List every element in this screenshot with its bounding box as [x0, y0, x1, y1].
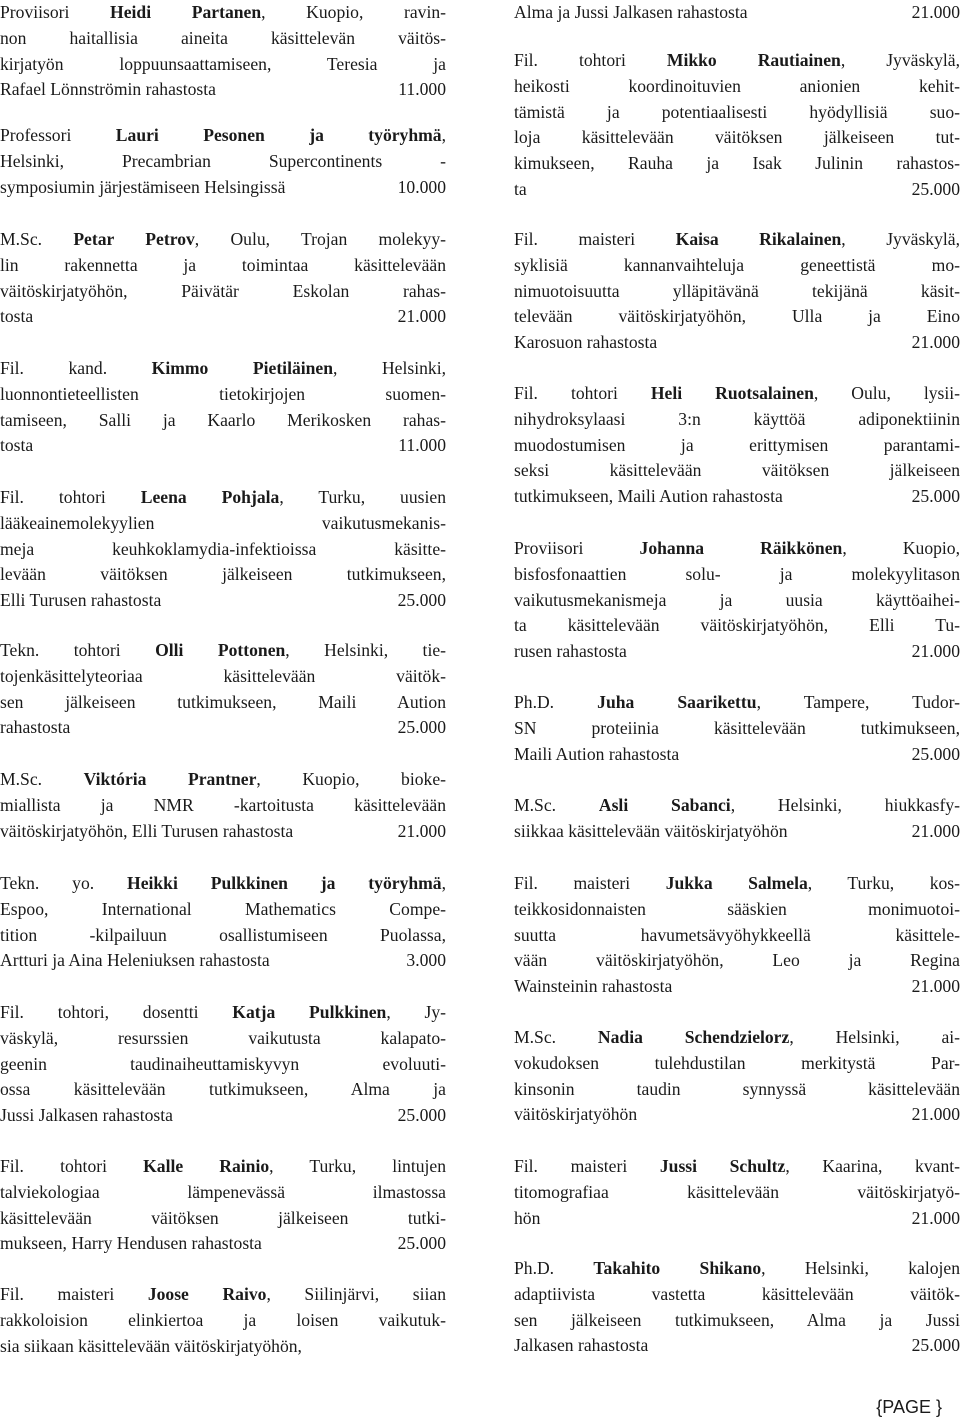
entry-last-line: [514, 1102, 960, 1128]
entry-text: Fil. tohtori, dosentti: [0, 1002, 233, 1022]
recipient-name: Kalle Rainio: [143, 1156, 270, 1176]
entry-line: [514, 1180, 960, 1206]
recipient-name: Johanna Räikkönen: [639, 538, 843, 558]
recipient-name: Mikko Rautiainen: [666, 50, 841, 70]
entry-text: M.Sc.: [514, 1027, 598, 1047]
recipient-name: Heidi Partanen: [110, 2, 262, 22]
entry-line: [514, 690, 960, 716]
grant-entry: [0, 485, 446, 614]
entry-line: [0, 1077, 446, 1103]
entry-text: , Helsinki, hiukkasfy-: [730, 795, 960, 815]
entry-text: , Helsinki, tie-: [285, 640, 446, 660]
recipient-name: Heli Ruotsalainen: [650, 383, 814, 403]
grant-amount: 21.000: [911, 1207, 960, 1228]
grant-amount: 21.000: [911, 2, 960, 22]
entry-line: [0, 664, 446, 690]
fund-text: hön: [514, 1207, 541, 1228]
entry-line: [0, 279, 446, 305]
entry-text: talviekologiaa lämpenevässä ilmastossa: [0, 1181, 446, 1202]
fund-text: symposiumin järjestämiseen Helsingissä: [0, 176, 286, 197]
grant-entry: [514, 690, 960, 767]
grant-entry: [514, 381, 960, 510]
grant-entry: [0, 356, 446, 459]
entry-line: [0, 793, 446, 819]
grant-amount: 21.000: [911, 820, 960, 841]
grant-entry: [0, 1282, 446, 1359]
entry-text: tämistä ja potentiaalisesti hyödyllisiä suo-: [514, 101, 960, 122]
entry-text: Proviisori: [514, 538, 640, 558]
entry-line: [514, 1282, 960, 1308]
fund-text: siikkaa käsittelevään väitöskirjatyöhön: [514, 820, 788, 841]
entry-text: vään väitöskirjatyöhön, Leo ja Regina: [514, 950, 960, 971]
grant-amount: 25.000: [397, 1233, 446, 1254]
entry-text: seksi käsittelevään väitöksen jälkeiseen: [514, 460, 960, 481]
entry-text: Fil. maisteri: [514, 1156, 660, 1176]
fund-text: Elli Turusen rahastosta: [0, 590, 162, 611]
entry-last-line: [514, 742, 960, 768]
entry-text: Helsinki, Precambrian Supercontinents -: [0, 150, 446, 171]
entry-text: , Oulu, lysii-: [813, 383, 960, 403]
entry-text: M.Sc.: [0, 229, 74, 249]
grant-amount: 25.000: [397, 1105, 446, 1126]
entry-text: ,: [441, 125, 446, 145]
recipient-name: Joose Raivo: [147, 1284, 267, 1304]
entry-last-line: [0, 304, 446, 330]
entry-text: kirjatyön loppuunsaattamiseen, Teresia ja: [0, 53, 446, 74]
entry-text: sen jälkeiseen tutkimukseen, Alma ja Jussi: [514, 1309, 960, 1330]
entry-last-line: [514, 639, 960, 665]
grant-entry: [514, 1025, 960, 1128]
entry-line: [0, 408, 446, 434]
entry-line: [0, 1206, 446, 1232]
entry-last-line: [514, 1333, 960, 1359]
entry-line: [0, 1026, 446, 1052]
entry-text: televään väitöskirjatyöhön, Ulla ja Eino: [514, 306, 960, 327]
recipient-name: Kimmo Pietiläinen: [151, 358, 334, 378]
entry-text: , Siilinjärvi, siian: [266, 1284, 447, 1304]
entry-text: , Turku, lintujen: [269, 1156, 446, 1176]
entry-text: tamiseen, Salli ja Kaarlo Merikosken rahas-: [0, 409, 446, 430]
entry-line: [0, 638, 446, 664]
fund-text: tosta: [0, 306, 34, 327]
entry-line: [0, 1052, 446, 1078]
grant-entry: [514, 793, 960, 845]
entry-last-line: [0, 433, 446, 459]
entry-last-line: [514, 484, 960, 510]
entry-line: [514, 100, 960, 126]
entry-line: [514, 1154, 960, 1180]
entry-line: [0, 1282, 446, 1308]
grant-amount: 10.000: [397, 176, 446, 197]
grant-entry: [514, 227, 960, 356]
fund-text: ta: [514, 178, 527, 199]
entry-line: [0, 123, 446, 149]
grant-entry: [0, 227, 446, 330]
entry-text: , Kuopio, ravin-: [261, 2, 447, 22]
entry-line: [0, 871, 446, 897]
entry-text: lin rakennetta ja toimintaa käsittelevään: [0, 254, 446, 275]
grant-entry: [514, 1154, 960, 1231]
entry-text: tojenkäsittelyteoriaa käsittelevään väitök-: [0, 665, 446, 686]
entry-line: [514, 1077, 960, 1103]
entry-text: Fil. tohtori: [0, 487, 141, 507]
entry-text: , Kaarina, kvant-: [785, 1156, 960, 1176]
entry-text: rakkoloision elinkiertoa ja loisen vaikutuk-: [0, 1309, 446, 1330]
entry-text: Fil. kand.: [0, 358, 152, 378]
entry-text: , Helsinki,: [333, 358, 446, 378]
entry-text: Tekn. tohtori: [0, 640, 156, 660]
entry-last-line: [0, 77, 446, 103]
entry-text: Fil. tohtori: [514, 50, 667, 70]
entry-line: [514, 613, 960, 639]
grant-amount: 25.000: [911, 743, 960, 764]
entry-text: , Kuopio, bioke-: [256, 769, 446, 789]
entry-line: [514, 227, 960, 253]
grant-amount: 3.000: [406, 950, 446, 971]
entry-line: [0, 227, 446, 253]
entry-text: ossa käsittelevään tutkimukseen, Alma ja: [0, 1079, 446, 1100]
recipient-name: Takahito Shikano: [593, 1258, 762, 1278]
entry-line: [0, 537, 446, 563]
entry-line: [0, 1308, 446, 1334]
entry-last-line: [0, 175, 446, 201]
grant-entry: [0, 1154, 446, 1257]
entry-text: kimukseen, Rauha ja Isak Julinin rahastos-: [514, 153, 960, 174]
entry-text: titomografiaa käsittelevään väitöskirjatyö-: [514, 1181, 960, 1202]
grant-entry: [514, 1256, 960, 1359]
fund-text: Alma ja Jussi Jalkasen rahastosta: [514, 2, 748, 22]
entry-text: miallista ja NMR -kartoitusta käsittelevään: [0, 794, 446, 815]
entry-text: teikkosidonnaisten sääskien monimuotoi-: [514, 898, 960, 919]
entry-text: , Jyväskylä,: [841, 229, 960, 249]
entry-text: nihydroksylaasi 3:n käyttöä adiponektiinin: [514, 408, 960, 429]
entry-text: Professori: [0, 125, 116, 145]
grant-amount: 11.000: [398, 79, 446, 100]
entry-text: Proviisori: [0, 2, 111, 22]
entry-line: [0, 1000, 446, 1026]
entry-line: [0, 690, 446, 716]
entry-line: [514, 279, 960, 305]
entry-line: [0, 1154, 446, 1180]
entry-line: [514, 716, 960, 742]
entry-line: [514, 458, 960, 484]
entry-text: Fil. maisteri: [0, 1284, 148, 1304]
entry-text: heikosti koordinoituvien anionien kehit-: [514, 75, 960, 96]
entry-last-line: [514, 330, 960, 356]
entry-text: tition -kilpailuun osallistumiseen Puolassa,: [0, 924, 446, 945]
entry-text: , Kuopio,: [842, 538, 960, 558]
grant-amount: 21.000: [911, 641, 960, 662]
entry-line: [514, 897, 960, 923]
fund-text: Artturi ja Aina Heleniuksen rahastosta: [0, 950, 270, 971]
grant-entry: [514, 0, 960, 26]
grant-amount: 25.000: [397, 717, 446, 738]
entry-line: [0, 897, 446, 923]
entry-text: , Tampere, Tudor-: [756, 692, 960, 712]
entry-line: [514, 1256, 960, 1282]
entry-last-line: [0, 588, 446, 614]
grant-amount: 21.000: [397, 820, 446, 841]
entry-last-line: [0, 715, 446, 741]
entry-text: nimuotoisuutta ylläpitävänä tekijänä käsit-: [514, 280, 960, 301]
grant-amount: 25.000: [397, 590, 446, 611]
fund-text: Jalkasen rahastosta: [514, 1335, 649, 1356]
fund-text: rusen rahastosta: [514, 641, 627, 662]
entry-line: [514, 304, 960, 330]
grant-amount: 21.000: [911, 976, 960, 997]
entry-text: väitöskirjatyöhön, Päivätär Eskolan rahas-: [0, 280, 446, 301]
grant-amount: 21.000: [397, 306, 446, 327]
grant-entry: [0, 767, 446, 844]
entry-text: sen jälkeiseen tutkimukseen, Maili Aution: [0, 691, 446, 712]
entry-line: [514, 407, 960, 433]
page-number-field: {PAGE }: [876, 1397, 942, 1417]
recipient-name: Juha Saarikettu: [597, 692, 757, 712]
entry-text: Fil. maisteri: [514, 873, 666, 893]
entry-line: [0, 52, 446, 78]
recipient-name: Petar Petrov: [73, 229, 195, 249]
grant-entry: [514, 48, 960, 203]
entry-text: levään väitöksen jälkeiseen tutkimukseen,: [0, 564, 446, 585]
entry-last-line: [514, 974, 960, 1000]
entry-line: [514, 433, 960, 459]
grant-amount: 21.000: [911, 1104, 960, 1125]
entry-line: [0, 149, 446, 175]
entry-text: , Helsinki, kalojen: [761, 1258, 960, 1278]
entry-line: [514, 562, 960, 588]
entry-text: vokudoksen tulehdustilan merkitystä Par-: [514, 1052, 960, 1073]
entry-last-line: [0, 948, 446, 974]
entry-text: , Jy-: [386, 1002, 446, 1022]
entry-line: [514, 948, 960, 974]
entry-text: non haitallisia aineita käsittelevän väitös-: [0, 27, 446, 48]
entry-text: Ph.D.: [514, 1258, 594, 1278]
entry-line: [0, 562, 446, 588]
entry-text: luonnontieteellisten tietokirjojen suomen-: [0, 383, 446, 404]
recipient-name: Jukka Salmela: [665, 873, 808, 893]
entry-line: [514, 1308, 960, 1334]
grant-amount: 21.000: [911, 332, 960, 353]
entry-line: [514, 151, 960, 177]
entry-text: , Oulu, Trojan molekyy-: [194, 229, 446, 249]
entry-text: , Turku, kos-: [807, 873, 960, 893]
fund-text: Wainsteinin rahastosta: [514, 976, 673, 997]
entry-text: muodostumisen ja erittymisen parantami-: [514, 434, 960, 455]
entry-line: [514, 48, 960, 74]
entry-line: [514, 536, 960, 562]
fund-text: sia siikaan käsittelevään väitöskirjatyöhön,: [0, 1335, 302, 1356]
entry-text: M.Sc.: [514, 795, 599, 815]
entry-line: [514, 125, 960, 151]
entry-text: bisfosfonaattien solu- ja molekyylitason: [514, 563, 960, 584]
fund-text: Maili Aution rahastosta: [514, 743, 680, 764]
fund-text: väitöskirjatyöhön, Elli Turusen rahastosta: [0, 820, 294, 841]
entry-line: [0, 382, 446, 408]
entry-line: [0, 1180, 446, 1206]
entry-text: loja käsittelevään väitöksen jälkeiseen tut-: [514, 127, 960, 148]
recipient-name: Heikki Pulkkinen ja työryhmä: [127, 873, 442, 893]
recipient-name: Viktória Prantner: [83, 769, 257, 789]
entry-line: [514, 253, 960, 279]
grant-amount: 25.000: [911, 486, 960, 507]
entry-line: [514, 1051, 960, 1077]
entry-last-line: [514, 177, 960, 203]
recipient-name: Leena Pohjala: [140, 487, 280, 507]
entry-line: [0, 485, 446, 511]
entry-text: kinsonin taudin synnyssä käsittelevään: [514, 1078, 960, 1099]
fund-text: mukseen, Harry Hendusen rahastosta: [0, 1233, 262, 1254]
entry-text: ,: [441, 873, 447, 893]
entry-text: Fil. maisteri: [514, 229, 676, 249]
entry-text: geenin taudinaiheuttamiskyvyn evoluuti-: [0, 1053, 446, 1074]
entry-text: ta käsittelevään väitöskirjatyöhön, Elli Tu-: [514, 615, 960, 636]
entry-line: [514, 923, 960, 949]
entry-text: M.Sc.: [0, 769, 84, 789]
entry-last-line: [514, 0, 960, 26]
entry-text: käsittelevään väitöksen jälkeiseen tutki-: [0, 1207, 446, 1228]
entry-text: Ph.D.: [514, 692, 598, 712]
entry-line: [514, 793, 960, 819]
entry-text: syklisiä kannanvaihteluja geneettistä mo-: [514, 254, 960, 275]
entry-line: [0, 767, 446, 793]
entry-line: [514, 381, 960, 407]
recipient-name: Lauri Pesonen ja työryhmä: [115, 125, 442, 145]
entry-line: [514, 74, 960, 100]
entry-text: vaikutusmekanismeja ja uusia käyttöaihei-: [514, 589, 960, 610]
entry-text: lääkeainemolekyylien vaikutusmekanis-: [0, 512, 446, 533]
grant-amount: 25.000: [911, 178, 960, 199]
entry-text: väskylä, resurssien vaikutusta kalapato-: [0, 1027, 446, 1048]
entry-last-line: [0, 1103, 446, 1129]
fund-text: Jussi Jalkasen rahastosta: [0, 1105, 173, 1126]
entry-line: [514, 588, 960, 614]
entry-text: Espoo, International Mathematics Compe-: [0, 898, 446, 919]
entry-text: suutta havumetsävyöhykkeellä käsittele-: [514, 924, 960, 945]
entry-text: Fil. tohtori: [514, 383, 651, 403]
fund-text: tutkimukseen, Maili Aution rahastosta: [514, 486, 783, 507]
grant-amount: 11.000: [398, 435, 446, 456]
fund-text: väitöskirjatyöhön: [514, 1104, 638, 1125]
entry-last-line: [514, 1206, 960, 1232]
recipient-name: Olli Pottonen: [155, 640, 286, 660]
fund-text: Karosuon rahastosta: [514, 332, 658, 353]
entry-text: Fil. tohtori: [0, 1156, 144, 1176]
entry-line: [514, 1025, 960, 1051]
entry-text: Tekn. yo.: [0, 873, 128, 893]
recipient-name: Katja Pulkkinen: [232, 1002, 387, 1022]
fund-text: tosta: [0, 435, 34, 456]
entry-last-line: [514, 819, 960, 845]
entry-text: , Jyväskylä,: [840, 50, 960, 70]
entry-last-line: [0, 819, 446, 845]
entry-line: [0, 0, 446, 26]
entry-text: SN proteiinia käsittelevään tutkimukseen,: [514, 717, 960, 738]
recipient-name: Nadia Schendzielorz: [597, 1027, 790, 1047]
grant-entry: [0, 0, 446, 103]
entry-text: , Turku, uusien: [279, 487, 446, 507]
recipient-name: Kaisa Rikalainen: [675, 229, 842, 249]
entry-line: [514, 871, 960, 897]
grant-entry: [0, 871, 446, 974]
entry-text: meja keuhkoklamydia-infektioissa käsitte-: [0, 538, 446, 559]
entry-line: [0, 356, 446, 382]
fund-text: Rafael Lönnströmin rahastosta: [0, 79, 216, 100]
grant-entry: [0, 1000, 446, 1129]
entry-last-line: [0, 1231, 446, 1257]
entry-last-line: [0, 1334, 446, 1360]
recipient-name: Jussi Schultz: [659, 1156, 786, 1176]
entry-line: [0, 26, 446, 52]
grant-entry: [514, 536, 960, 665]
grant-entry: [514, 871, 960, 1000]
entry-text: , Helsinki, ai-: [789, 1027, 960, 1047]
fund-text: rahastosta: [0, 717, 71, 738]
grant-amount: 25.000: [911, 1335, 960, 1356]
grant-entry: [0, 123, 446, 200]
entry-line: [0, 923, 446, 949]
entry-line: [0, 511, 446, 537]
recipient-name: Asli Sabanci: [598, 795, 731, 815]
entry-text: adaptiivista vastetta käsittelevään väitök-: [514, 1283, 960, 1304]
grant-entry: [0, 638, 446, 741]
entry-line: [0, 253, 446, 279]
